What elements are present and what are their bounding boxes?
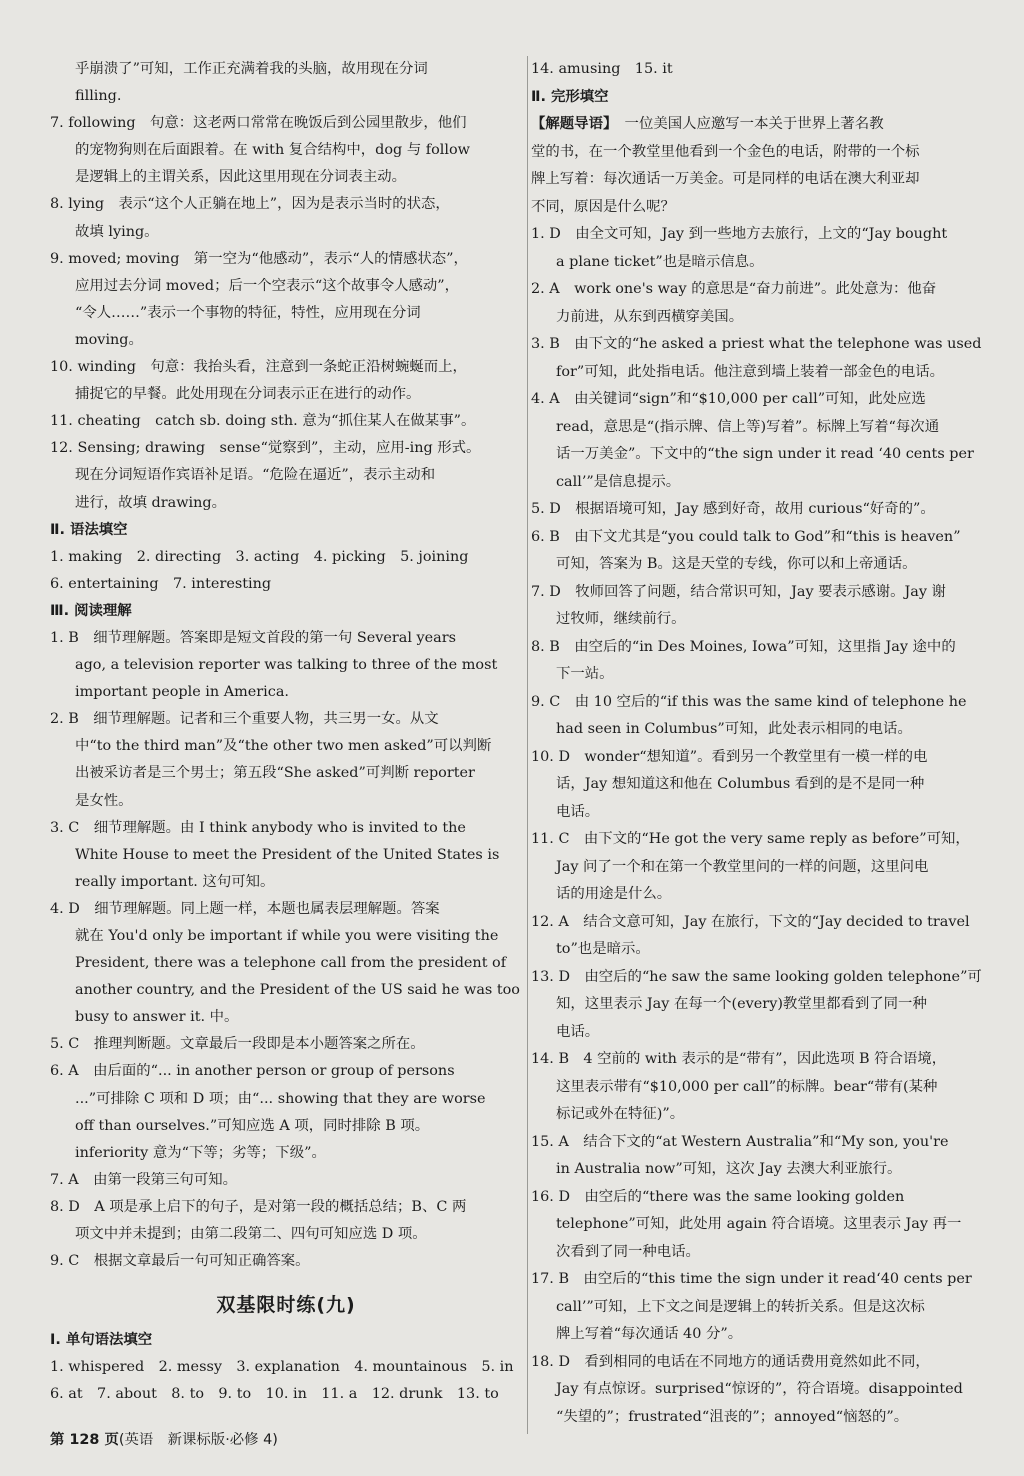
text-line: 现在分词短语作宾语补足语。“危险在逼近”，表示主动和	[75, 467, 436, 484]
text-line: filling.	[75, 88, 122, 105]
text-line	[531, 111, 999, 139]
text-line: 6. B 由下文尤其是“you could talk to God”和“this is heaven”	[531, 528, 961, 545]
text-line: 5. C 推理判断题。文章最后一段即是本小题答案之所在。	[50, 1036, 425, 1053]
page-footer	[50, 1428, 278, 1449]
text-line: 项文中并未提到；由第二段第二、四句可知应选 D 项。	[75, 1226, 427, 1243]
text-line: 8. D A 项是承上启下的句子，是对第一段的概括总结；B、C 两	[50, 1198, 467, 1215]
column-divider	[527, 56, 528, 1434]
text-line: “令人……”表示一个事物的特征，特性，应用现在分词	[75, 304, 421, 321]
text-line: 6. entertaining 7. interesting	[50, 575, 272, 592]
text-line: 1. whispered 2. messy 3. explanation 4. mountainous 5. in	[50, 1359, 514, 1376]
section-heading: Ⅱ. 语法填空	[50, 521, 128, 538]
text-line: 4. A 由关键词“sign”和“$10,000 per call”可知，此处应选	[531, 391, 926, 407]
text-line: 14. B 4 空前的 with 表示的是“带有”，因此选项 B 符合语境，	[531, 1051, 947, 1067]
text-line: 中“to the third man”及“the other two men asked”可以判断	[75, 738, 492, 755]
text-line: another country, and the President of the US said he was too	[75, 982, 520, 999]
right-column	[531, 56, 999, 1431]
text-line: 2. A work one's way 的意思是“奋力前进”。此处意为：他奋	[531, 281, 937, 297]
text-line: 话的用途是什么。	[556, 886, 672, 902]
text-line: 力前进，从东到西横穿美国。	[556, 308, 744, 325]
text-line: 7. A 由第一段第三句可知。	[50, 1171, 237, 1188]
text-line: 电话。	[556, 1023, 600, 1040]
text-line: 3. C 细节理解题。由 I think anybody who is invited to the	[50, 819, 466, 836]
text-line: telephone”可知，此处用 again 符合语境。这里表示 Jay 再一	[556, 1216, 962, 1232]
text-line: 13. D 由空后的“he saw the same looking golden telephone”可	[531, 968, 982, 985]
text-line: 就在 You'd only be important if while you were visiting the	[75, 928, 499, 944]
text-line: moving。	[75, 331, 143, 348]
text-line: 8. lying 表示“这个人正躺在地上”，因为是表示当时的状态，	[50, 196, 450, 213]
text-line: 出被采访者是三个男士；第五段“She asked”可判断 reporter	[75, 765, 475, 782]
text-line: 3. B 由下文的“he asked a priest what the telephone was used	[531, 336, 982, 352]
text-line: 6. A 由后面的“... in another person or group of persons	[50, 1063, 455, 1080]
guide-tag: 【解题导语】	[531, 116, 611, 132]
text-line: 可知，答案为 B。这是天堂的专线，你可以和上帝通话。	[556, 556, 917, 572]
text-line: Jay 问了一个和在第一个教堂里问的一样的问题，这里问电	[556, 858, 929, 875]
text-line: 7. following 句意：这老两口常常在晚饭后到公园里散步，他们	[50, 115, 467, 132]
text-line: 标记或外在特征)”。	[556, 1106, 685, 1122]
text-line: off than ourselves.”可知应选 A 项，同时排除 B 项。	[75, 1117, 430, 1134]
text-line: 捕捉它的早餐。此处用现在分词表示正在进行的动作。	[75, 386, 421, 403]
section-heading: Ⅱ. 完形填空	[531, 88, 609, 105]
text-line: 5. D 根据语境可知，Jay 感到好奇，故用 curious“好奇的”。	[531, 501, 935, 517]
text-line: 牌上写着：每次通话一万美金。可是同样的电话在澳大利亚却	[531, 171, 920, 187]
footer-book-info: (英语 新课标版·必修 4)	[118, 1432, 278, 1448]
page-number: 第 128 页	[50, 1432, 119, 1448]
text-line: 15. A 结合下文的“at Western Australia”和“My son, you're	[531, 1133, 949, 1150]
text-line: 16. D 由空后的“there was the same looking golden	[531, 1188, 905, 1205]
text-line: 应用过去分词 moved；后一个空表示“这个故事令人感动”，	[75, 277, 460, 294]
exercise-title: 双基限时练(九)	[216, 1294, 356, 1317]
text-line: to”也是暗示。	[556, 941, 650, 957]
text-line: 乎崩溃了”可知，工作正充满着我的头脑，故用现在分词	[75, 61, 428, 77]
text-line: 12. A 结合文意可知，Jay 在旅行，下文的“Jay decided to travel	[531, 913, 970, 930]
text-line: 进行，故填 drawing。	[75, 494, 226, 511]
text-line: 故填 lying。	[75, 223, 159, 240]
text-line: 过牧师，继续前行。	[556, 611, 686, 627]
text-line: 6. at 7. about 8. to 9. to 10. in 11. a 12. drunk 13. to	[50, 1386, 499, 1403]
text-line: 7. D 牧师回答了问题，结合常识可知，Jay 要表示感谢。Jay 谢	[531, 583, 946, 600]
text-line: 9. moved; moving 第一空为“他感动”，表示“人的情感状态”，	[50, 250, 468, 267]
text-line: 堂的书，在一个教堂里他看到一个金色的电话，附带的一个标	[531, 143, 920, 160]
text-line: call’”可知，上下文之间是逻辑上的转折关系。但是这次标	[556, 1298, 925, 1315]
text-line: Jay 有点惊讶。surprised“惊讶的”，符合语境。disappointed	[556, 1381, 963, 1397]
text-line: 4. D 细节理解题。同上题一样，本题也属表层理解题。答案	[50, 900, 440, 917]
guide-text: 一位美国人应邀写一本关于世界上著名教	[610, 116, 884, 132]
text-line: 8. B 由空后的“in Des Moines, Iowa”可知，这里指 Jay 途中的	[531, 638, 956, 655]
text-line: important people in America.	[75, 684, 289, 701]
text-line: 2. B 细节理解题。记者和三个重要人物，共三男一女。从文	[50, 711, 439, 728]
text-line: 12. Sensing; drawing sense“觉察到”，主动，应用-ing 形式。	[50, 440, 481, 457]
text-line: 1. B 细节理解题。答案即是短文首段的第一句 Several years	[50, 629, 457, 646]
text-line: 1. D 由全文可知，Jay 到一些地方去旅行，上文的“Jay bought	[531, 226, 948, 242]
text-line: 17. B 由空后的“this time the sign under it read‘40 cents per	[531, 1271, 972, 1287]
text-line: 14. amusing 15. it	[531, 61, 673, 77]
text-line: 知，这里表示 Jay 在每一个(every)教堂里都看到了同一种	[556, 996, 927, 1012]
text-line: 不同，原因是什么呢？	[531, 198, 675, 215]
text-line: 11. C 由下文的“He got the very same reply as before”可知，	[531, 831, 970, 847]
text-line: 11. cheating catch sb. doing sth. 意为“抓住某人在做某事”。	[50, 413, 476, 430]
text-line: President, there was a telephone call from the president of	[75, 955, 507, 972]
text-line: 是女性。	[75, 792, 133, 809]
text-line: in Australia now”可知，这次 Jay 去澳大利亚旅行。	[556, 1161, 902, 1177]
section-heading: Ⅲ. 阅读理解	[50, 602, 132, 619]
text-line: busy to answer it. 中。	[75, 1009, 239, 1026]
text-line: 10. winding 句意：我抬头看，注意到一条蛇正沿树蜿蜒而上，	[50, 359, 467, 376]
text-line: 1. making 2. directing 3. acting 4. picking 5. joining	[50, 548, 469, 565]
text-line: 这里表示带有“$10,000 per call”的标牌。bear“带有(某种	[556, 1078, 938, 1095]
text-line: 下一站。	[556, 666, 614, 682]
text-line: 话，Jay 想知道这和他在 Columbus 看到的是不是同一种	[556, 776, 925, 792]
text-line: 牌上写着“每次通话 40 分”。	[556, 1326, 743, 1342]
text-line: a plane ticket”也是暗示信息。	[556, 253, 764, 270]
text-line: call’”是信息提示。	[556, 473, 681, 490]
text-line: read，意思是“(指示牌、信上等)写着”。标牌上写着“每次通	[556, 418, 940, 435]
text-line: 18. D 看到相同的电话在不同地方的通话费用竟然如此不同，	[531, 1353, 930, 1370]
text-line: 的宠物狗则在后面跟着。在 with 复合结构中，dog 与 follow	[75, 142, 470, 159]
text-line: 话一万美金”。下文中的“the sign under it read ‘40 cents per	[556, 446, 974, 462]
text-line: inferiority 意为“下等；劣等；下级”。	[75, 1144, 326, 1161]
left-column	[50, 56, 522, 1409]
section-heading: Ⅰ. 单句语法填空	[50, 1332, 153, 1349]
text-line: ...”可排除 C 项和 D 项；由“... showing that they are worse	[75, 1090, 486, 1107]
text-line: had seen in Columbus”可知，此处表示相同的电话。	[556, 721, 912, 737]
text-line: 次看到了同一种电话。	[556, 1243, 700, 1260]
text-line: 是逻辑上的主谓关系，因此这里用现在分词表主动。	[75, 169, 406, 186]
text-line: White House to meet the President of the United States is	[75, 846, 500, 863]
text-line: ago, a television reporter was talking to three of the most	[75, 657, 498, 674]
text-line: “失望的”；frustrated“沮丧的”；annoyed“恼怒的”。	[556, 1408, 909, 1425]
text-line: 9. C 根据文章最后一句可知正确答案。	[50, 1253, 310, 1270]
text-line: really important. 这句可知。	[75, 873, 275, 890]
text-line: 电话。	[556, 803, 600, 820]
text-line: 10. D wonder“想知道”。看到另一个教堂里有一模一样的电	[531, 748, 928, 765]
text-line: for”可知，此处指电话。他注意到墙上装着一部金色的电话。	[556, 363, 944, 380]
text-line: 9. C 由 10 空后的“if this was the same kind of telephone he	[531, 693, 967, 710]
